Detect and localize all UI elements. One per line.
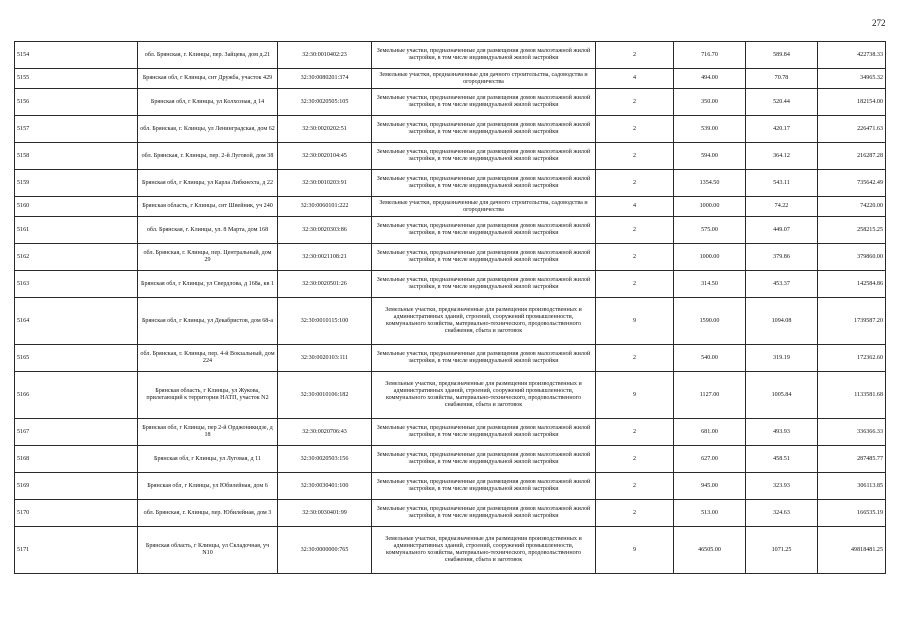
table-row	[15, 473, 886, 500]
group-cell: 4	[596, 197, 674, 217]
area-cell: 513.00	[674, 500, 746, 527]
row-number: 5158	[15, 143, 138, 170]
group-cell: 2	[596, 473, 674, 500]
specific-value-cell: 1005.84	[746, 372, 818, 419]
specific-value-cell: 324.63	[746, 500, 818, 527]
cadastral-number-cell: 32:30:0010115:100	[278, 298, 372, 345]
area-cell: 1000.00	[674, 244, 746, 271]
group-cell: 2	[596, 116, 674, 143]
cadastral-number-cell: 32:30:0020202:51	[278, 116, 372, 143]
cadastral-number-cell: 32:30:0010203:91	[278, 170, 372, 197]
specific-value-cell: 319.19	[746, 345, 818, 372]
row-number: 5163	[15, 271, 138, 298]
row-number: 5162	[15, 244, 138, 271]
address-cell: Брянская обл, г Клинцы, ул Луговая, д 11	[138, 446, 278, 473]
cadastral-value-cell: 172362.60	[818, 345, 886, 372]
group-cell: 2	[596, 419, 674, 446]
row-number: 5170	[15, 500, 138, 527]
cadastral-number-cell: 32:30:0020103:111	[278, 345, 372, 372]
table-row	[15, 143, 886, 170]
address-cell: обл. Брянская, г. Клинцы, пер. Зайцева, дом д.21	[138, 42, 278, 69]
table-row	[15, 298, 886, 345]
group-cell: 2	[596, 446, 674, 473]
specific-value-cell: 420.17	[746, 116, 818, 143]
row-number: 5159	[15, 170, 138, 197]
cadastral-value-cell: 34965.32	[818, 69, 886, 89]
area-cell: 627.00	[674, 446, 746, 473]
row-number: 5157	[15, 116, 138, 143]
row-number: 5164	[15, 298, 138, 345]
address-cell: обл. Брянская, г. Клинцы, пер. 2-й Луговой, дом 38	[138, 143, 278, 170]
address-cell: обл. Брянская, г. Клинцы, пер. Юбилейная, дом 3	[138, 500, 278, 527]
cadastral-value-cell: 142584.86	[818, 271, 886, 298]
cadastral-number-cell: 32:30:0030401:99	[278, 500, 372, 527]
cadastral-value-cell: 49818481.25	[818, 527, 886, 574]
area-cell: 716.70	[674, 42, 746, 69]
cadastral-value-cell: 287485.77	[818, 446, 886, 473]
cadastral-value-cell: 216287.28	[818, 143, 886, 170]
address-cell: Брянская обл, г Клинцы, ул Декабристов, дом 68-а	[138, 298, 278, 345]
cadastral-value-cell: 182154.00	[818, 89, 886, 116]
cadastral-value-table	[14, 41, 886, 574]
specific-value-cell: 449.07	[746, 217, 818, 244]
address-cell: Брянская обл, г Клинцы, ул Свердлова, д 168а, кв 1	[138, 271, 278, 298]
cadastral-value-cell: 1739587.20	[818, 298, 886, 345]
address-cell: обл. Брянская, г. Клинцы, ул. 8 Марта, дом 168	[138, 217, 278, 244]
table-row	[15, 419, 886, 446]
specific-value-cell: 74.22	[746, 197, 818, 217]
land-use-cell: Земельные участки, предназначенные для размещения домов малоэтажной жилой застройки, в том числе индивидуальной жилой застройки	[372, 271, 596, 298]
area-cell: 594.00	[674, 143, 746, 170]
cadastral-value-cell: 74220.00	[818, 197, 886, 217]
cadastral-number-cell: 32:30:0010402:23	[278, 42, 372, 69]
cadastral-number-cell: 32:30:0020501:26	[278, 271, 372, 298]
table-body	[15, 42, 886, 574]
row-number: 5169	[15, 473, 138, 500]
cadastral-number-cell: 32:30:0030401:100	[278, 473, 372, 500]
land-use-cell: Земельные участки, предназначенные для размещения производственных и административных зданий, строений, сооружений промышленности, коммунального хозяйства, материально-технического, продовольственного снабжения, сбыта и заготовок	[372, 372, 596, 419]
group-cell: 2	[596, 170, 674, 197]
cadastral-value-cell: 379860.00	[818, 244, 886, 271]
address-cell: обл. Брянская, г. Клинцы, пер. Центральный, дом 29	[138, 244, 278, 271]
cadastral-value-cell: 735642.49	[818, 170, 886, 197]
area-cell: 314.50	[674, 271, 746, 298]
row-number: 5160	[15, 197, 138, 217]
cadastral-value-cell: 1133581.68	[818, 372, 886, 419]
address-cell: Брянская область, г Клинцы, ул Жукова, прилегающий к территории НАТП, участок N2	[138, 372, 278, 419]
row-number: 5167	[15, 419, 138, 446]
area-cell: 1590.00	[674, 298, 746, 345]
address-cell: обл. Брянская, г. Клинцы, ул Ленинградская, дом 62	[138, 116, 278, 143]
land-use-cell: Земельные участки, предназначенные для размещения домов малоэтажной жилой застройки, в том числе индивидуальной жилой застройки	[372, 244, 596, 271]
table-row	[15, 69, 886, 89]
address-cell: Брянская обл, г Клинцы, пер 2-й Орджоникидзе, д 18	[138, 419, 278, 446]
cadastral-value-cell: 166535.19	[818, 500, 886, 527]
land-use-cell: Земельные участки, предназначенные для размещения домов малоэтажной жилой застройки, в том числе индивидуальной жилой застройки	[372, 217, 596, 244]
land-use-cell: Земельные участки, предназначенные для размещения домов малоэтажной жилой застройки, в том числе индивидуальной жилой застройки	[372, 419, 596, 446]
address-cell: Брянская область, г Клинцы, ул Складочная, уч N10	[138, 527, 278, 574]
table-row	[15, 271, 886, 298]
table-row	[15, 372, 886, 419]
cadastral-number-cell: 32:30:0020104:45	[278, 143, 372, 170]
cadastral-value-cell: 226471.63	[818, 116, 886, 143]
table-row	[15, 527, 886, 574]
table-row	[15, 116, 886, 143]
area-cell: 540.00	[674, 345, 746, 372]
land-use-cell: Земельные участки, предназначенные для размещения домов малоэтажной жилой застройки, в том числе индивидуальной жилой застройки	[372, 89, 596, 116]
group-cell: 4	[596, 69, 674, 89]
table-row	[15, 217, 886, 244]
table-row	[15, 170, 886, 197]
specific-value-cell: 1094.08	[746, 298, 818, 345]
group-cell: 2	[596, 42, 674, 69]
land-use-cell: Земельные участки, предназначенные для размещения производственных и административных зданий, строений, сооружений промышленности, коммунального хозяйства, материально-технического, продовольственного снабжения, сбыта и заготовок	[372, 527, 596, 574]
table-row	[15, 244, 886, 271]
cadastral-number-cell: 32:30:0000000:765	[278, 527, 372, 574]
area-cell: 681.00	[674, 419, 746, 446]
area-cell: 945.00	[674, 473, 746, 500]
cadastral-number-cell: 32:30:0080201:374	[278, 69, 372, 89]
specific-value-cell: 520.44	[746, 89, 818, 116]
specific-value-cell: 589.84	[746, 42, 818, 69]
cadastral-value-cell: 258215.25	[818, 217, 886, 244]
area-cell: 539.00	[674, 116, 746, 143]
area-cell: 350.00	[674, 89, 746, 116]
specific-value-cell: 70.78	[746, 69, 818, 89]
address-cell: Брянская обл, г Клинцы, снт Дружба, участок 429	[138, 69, 278, 89]
area-cell: 575.00	[674, 217, 746, 244]
address-cell: обл. Брянская, г. Клинцы, пер. 4-й Вокзальный, дом 224	[138, 345, 278, 372]
cadastral-number-cell: 32:30:0020303:86	[278, 217, 372, 244]
table-row	[15, 345, 886, 372]
address-cell: Брянская обл, г Клинцы, ул Юбилейная, дом 6	[138, 473, 278, 500]
row-number: 5156	[15, 89, 138, 116]
cadastral-number-cell: 32:30:0021108:21	[278, 244, 372, 271]
row-number: 5168	[15, 446, 138, 473]
cadastral-value-cell: 336366.33	[818, 419, 886, 446]
table-row	[15, 42, 886, 69]
cadastral-number-cell: 32:30:0060101:222	[278, 197, 372, 217]
cadastral-value-cell: 422738.33	[818, 42, 886, 69]
group-cell: 2	[596, 345, 674, 372]
table-row	[15, 197, 886, 217]
row-number: 5171	[15, 527, 138, 574]
land-use-cell: Земельные участки, предназначенные для размещения производственных и административных зданий, строений, сооружений промышленности, коммунального хозяйства, материально-технического, продовольственного снабжения, сбыта и заготовок	[372, 298, 596, 345]
table-row	[15, 89, 886, 116]
group-cell: 2	[596, 217, 674, 244]
area-cell: 1000.00	[674, 197, 746, 217]
land-use-cell: Земельные участки, предназначенные для размещения домов малоэтажной жилой застройки, в том числе индивидуальной жилой застройки	[372, 143, 596, 170]
specific-value-cell: 323.93	[746, 473, 818, 500]
row-number: 5155	[15, 69, 138, 89]
cadastral-number-cell: 32:30:0020706:43	[278, 419, 372, 446]
address-cell: Брянская обл, г Клинцы, ул Колхозная, д 14	[138, 89, 278, 116]
specific-value-cell: 493.93	[746, 419, 818, 446]
area-cell: 46505.00	[674, 527, 746, 574]
cadastral-number-cell: 32:30:0020503:156	[278, 446, 372, 473]
specific-value-cell: 379.86	[746, 244, 818, 271]
land-use-cell: Земельные участки, предназначенные для размещения домов малоэтажной жилой застройки, в том числе индивидуальной жилой застройки	[372, 345, 596, 372]
cadastral-number-cell: 32:30:0010106:182	[278, 372, 372, 419]
area-cell: 1354.50	[674, 170, 746, 197]
land-use-cell: Земельные участки, предназначенные для размещения домов малоэтажной жилой застройки, в том числе индивидуальной жилой застройки	[372, 170, 596, 197]
address-cell: Брянская область, г Клинцы, снт Швейник, уч 240	[138, 197, 278, 217]
cadastral-value-cell: 306113.85	[818, 473, 886, 500]
group-cell: 9	[596, 298, 674, 345]
specific-value-cell: 1071.25	[746, 527, 818, 574]
group-cell: 9	[596, 527, 674, 574]
land-use-cell: Земельные участки, предназначенные для размещения домов малоэтажной жилой застройки, в том числе индивидуальной жилой застройки	[372, 500, 596, 527]
cadastral-number-cell: 32:30:0020505:105	[278, 89, 372, 116]
land-use-cell: Земельные участки, предназначенные для дачного строительства, садоводства и огородничества	[372, 197, 596, 217]
group-cell: 2	[596, 143, 674, 170]
group-cell: 2	[596, 244, 674, 271]
row-number: 5161	[15, 217, 138, 244]
land-use-cell: Земельные участки, предназначенные для дачного строительства, садоводства и огородничества	[372, 69, 596, 89]
group-cell: 9	[596, 372, 674, 419]
group-cell: 2	[596, 500, 674, 527]
specific-value-cell: 453.37	[746, 271, 818, 298]
row-number: 5154	[15, 42, 138, 69]
land-use-cell: Земельные участки, предназначенные для размещения домов малоэтажной жилой застройки, в том числе индивидуальной жилой застройки	[372, 42, 596, 69]
specific-value-cell: 458.51	[746, 446, 818, 473]
group-cell: 2	[596, 89, 674, 116]
land-use-cell: Земельные участки, предназначенные для размещения домов малоэтажной жилой застройки, в том числе индивидуальной жилой застройки	[372, 473, 596, 500]
specific-value-cell: 364.12	[746, 143, 818, 170]
group-cell: 2	[596, 271, 674, 298]
table-row	[15, 500, 886, 527]
page-number: 272	[872, 18, 886, 28]
row-number: 5165	[15, 345, 138, 372]
row-number: 5166	[15, 372, 138, 419]
table-row	[15, 446, 886, 473]
address-cell: Брянская обл, г Клинцы, ул Карла Либкнехта, д 22	[138, 170, 278, 197]
area-cell: 1127.00	[674, 372, 746, 419]
land-use-cell: Земельные участки, предназначенные для размещения домов малоэтажной жилой застройки, в том числе индивидуальной жилой застройки	[372, 446, 596, 473]
specific-value-cell: 543.11	[746, 170, 818, 197]
area-cell: 494.00	[674, 69, 746, 89]
land-use-cell: Земельные участки, предназначенные для размещения домов малоэтажной жилой застройки, в том числе индивидуальной жилой застройки	[372, 116, 596, 143]
